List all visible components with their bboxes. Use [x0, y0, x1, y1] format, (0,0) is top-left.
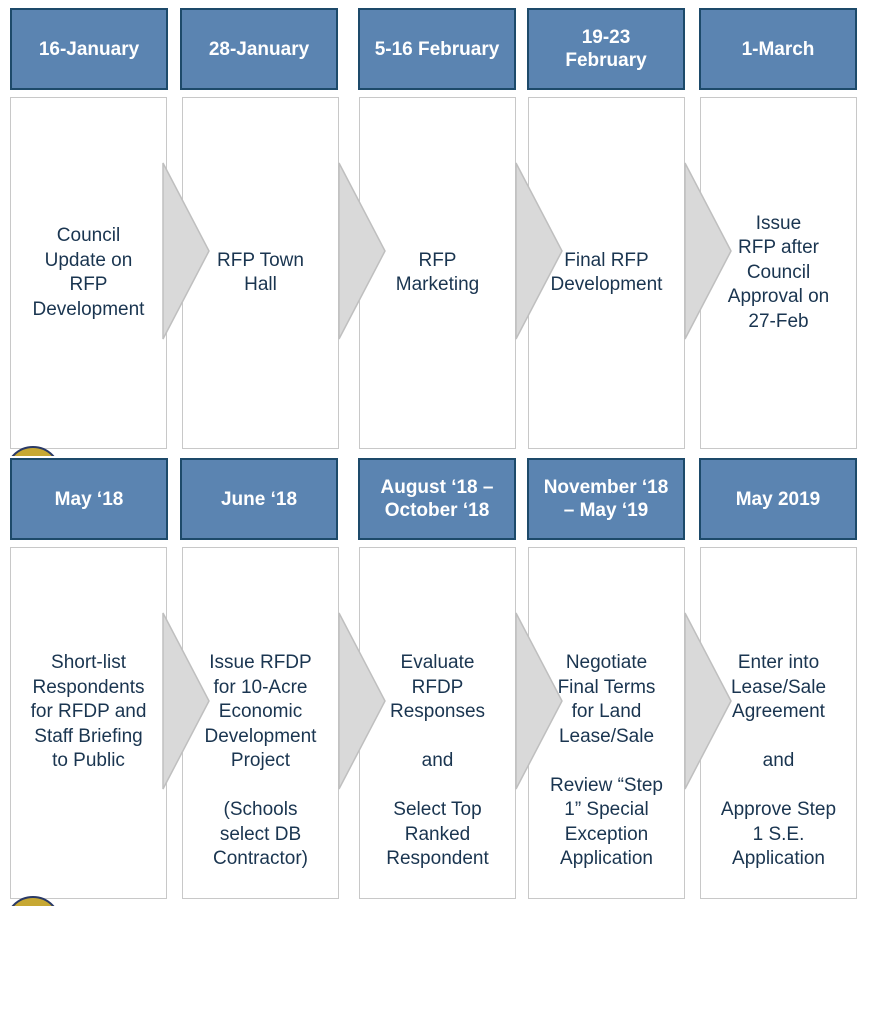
step-box: Final RFP Development	[528, 97, 685, 449]
date-header: 5-16 February	[358, 8, 516, 90]
step-box: RFP Town Hall	[182, 97, 339, 449]
step-box: RFP Marketing	[359, 97, 516, 449]
chevron-arrow-icon	[162, 162, 210, 340]
date-header: June ‘18	[180, 458, 338, 540]
chevron-arrow-icon	[515, 162, 563, 340]
chevron-arrow-icon	[684, 162, 732, 340]
chevron-arrow-icon	[338, 162, 386, 340]
chevron-arrow-icon	[515, 612, 563, 790]
step-box: Issue RFDP for 10-Acre Economic Development Project (Schools select DB Contractor)	[182, 547, 339, 899]
date-header: 1-March	[699, 8, 857, 90]
chevron-arrow-icon	[162, 612, 210, 790]
chevron-arrow-icon	[338, 612, 386, 790]
date-header: 19-23 February	[527, 8, 685, 90]
date-header: 28-January	[180, 8, 338, 90]
date-header: May 2019	[699, 458, 857, 540]
chevron-arrow-icon	[684, 612, 732, 790]
step-box: Council Update on RFP Development	[10, 97, 167, 449]
step-box: Negotiate Final Terms for Land Lease/Sale Review “Step 1” Special Exception Application	[528, 547, 685, 899]
date-header: May ‘18	[10, 458, 168, 540]
step-box: Evaluate RFDP Responses and Select Top Ranked Respondent	[359, 547, 516, 899]
step-box: Enter into Lease/Sale Agreement and Approve Step 1 S.E. Application	[700, 547, 857, 899]
date-header: August ‘18 – October ‘18	[358, 458, 516, 540]
date-header: 16-January	[10, 8, 168, 90]
step-box: Short-list Respondents for RFDP and Staff Briefing to Public	[10, 547, 167, 899]
date-header: November ‘18 – May ‘19	[527, 458, 685, 540]
city-seal-icon	[5, 896, 61, 906]
city-seal-icon	[5, 446, 61, 456]
step-box: Issue RFP after Council Approval on 27-Feb	[700, 97, 857, 449]
